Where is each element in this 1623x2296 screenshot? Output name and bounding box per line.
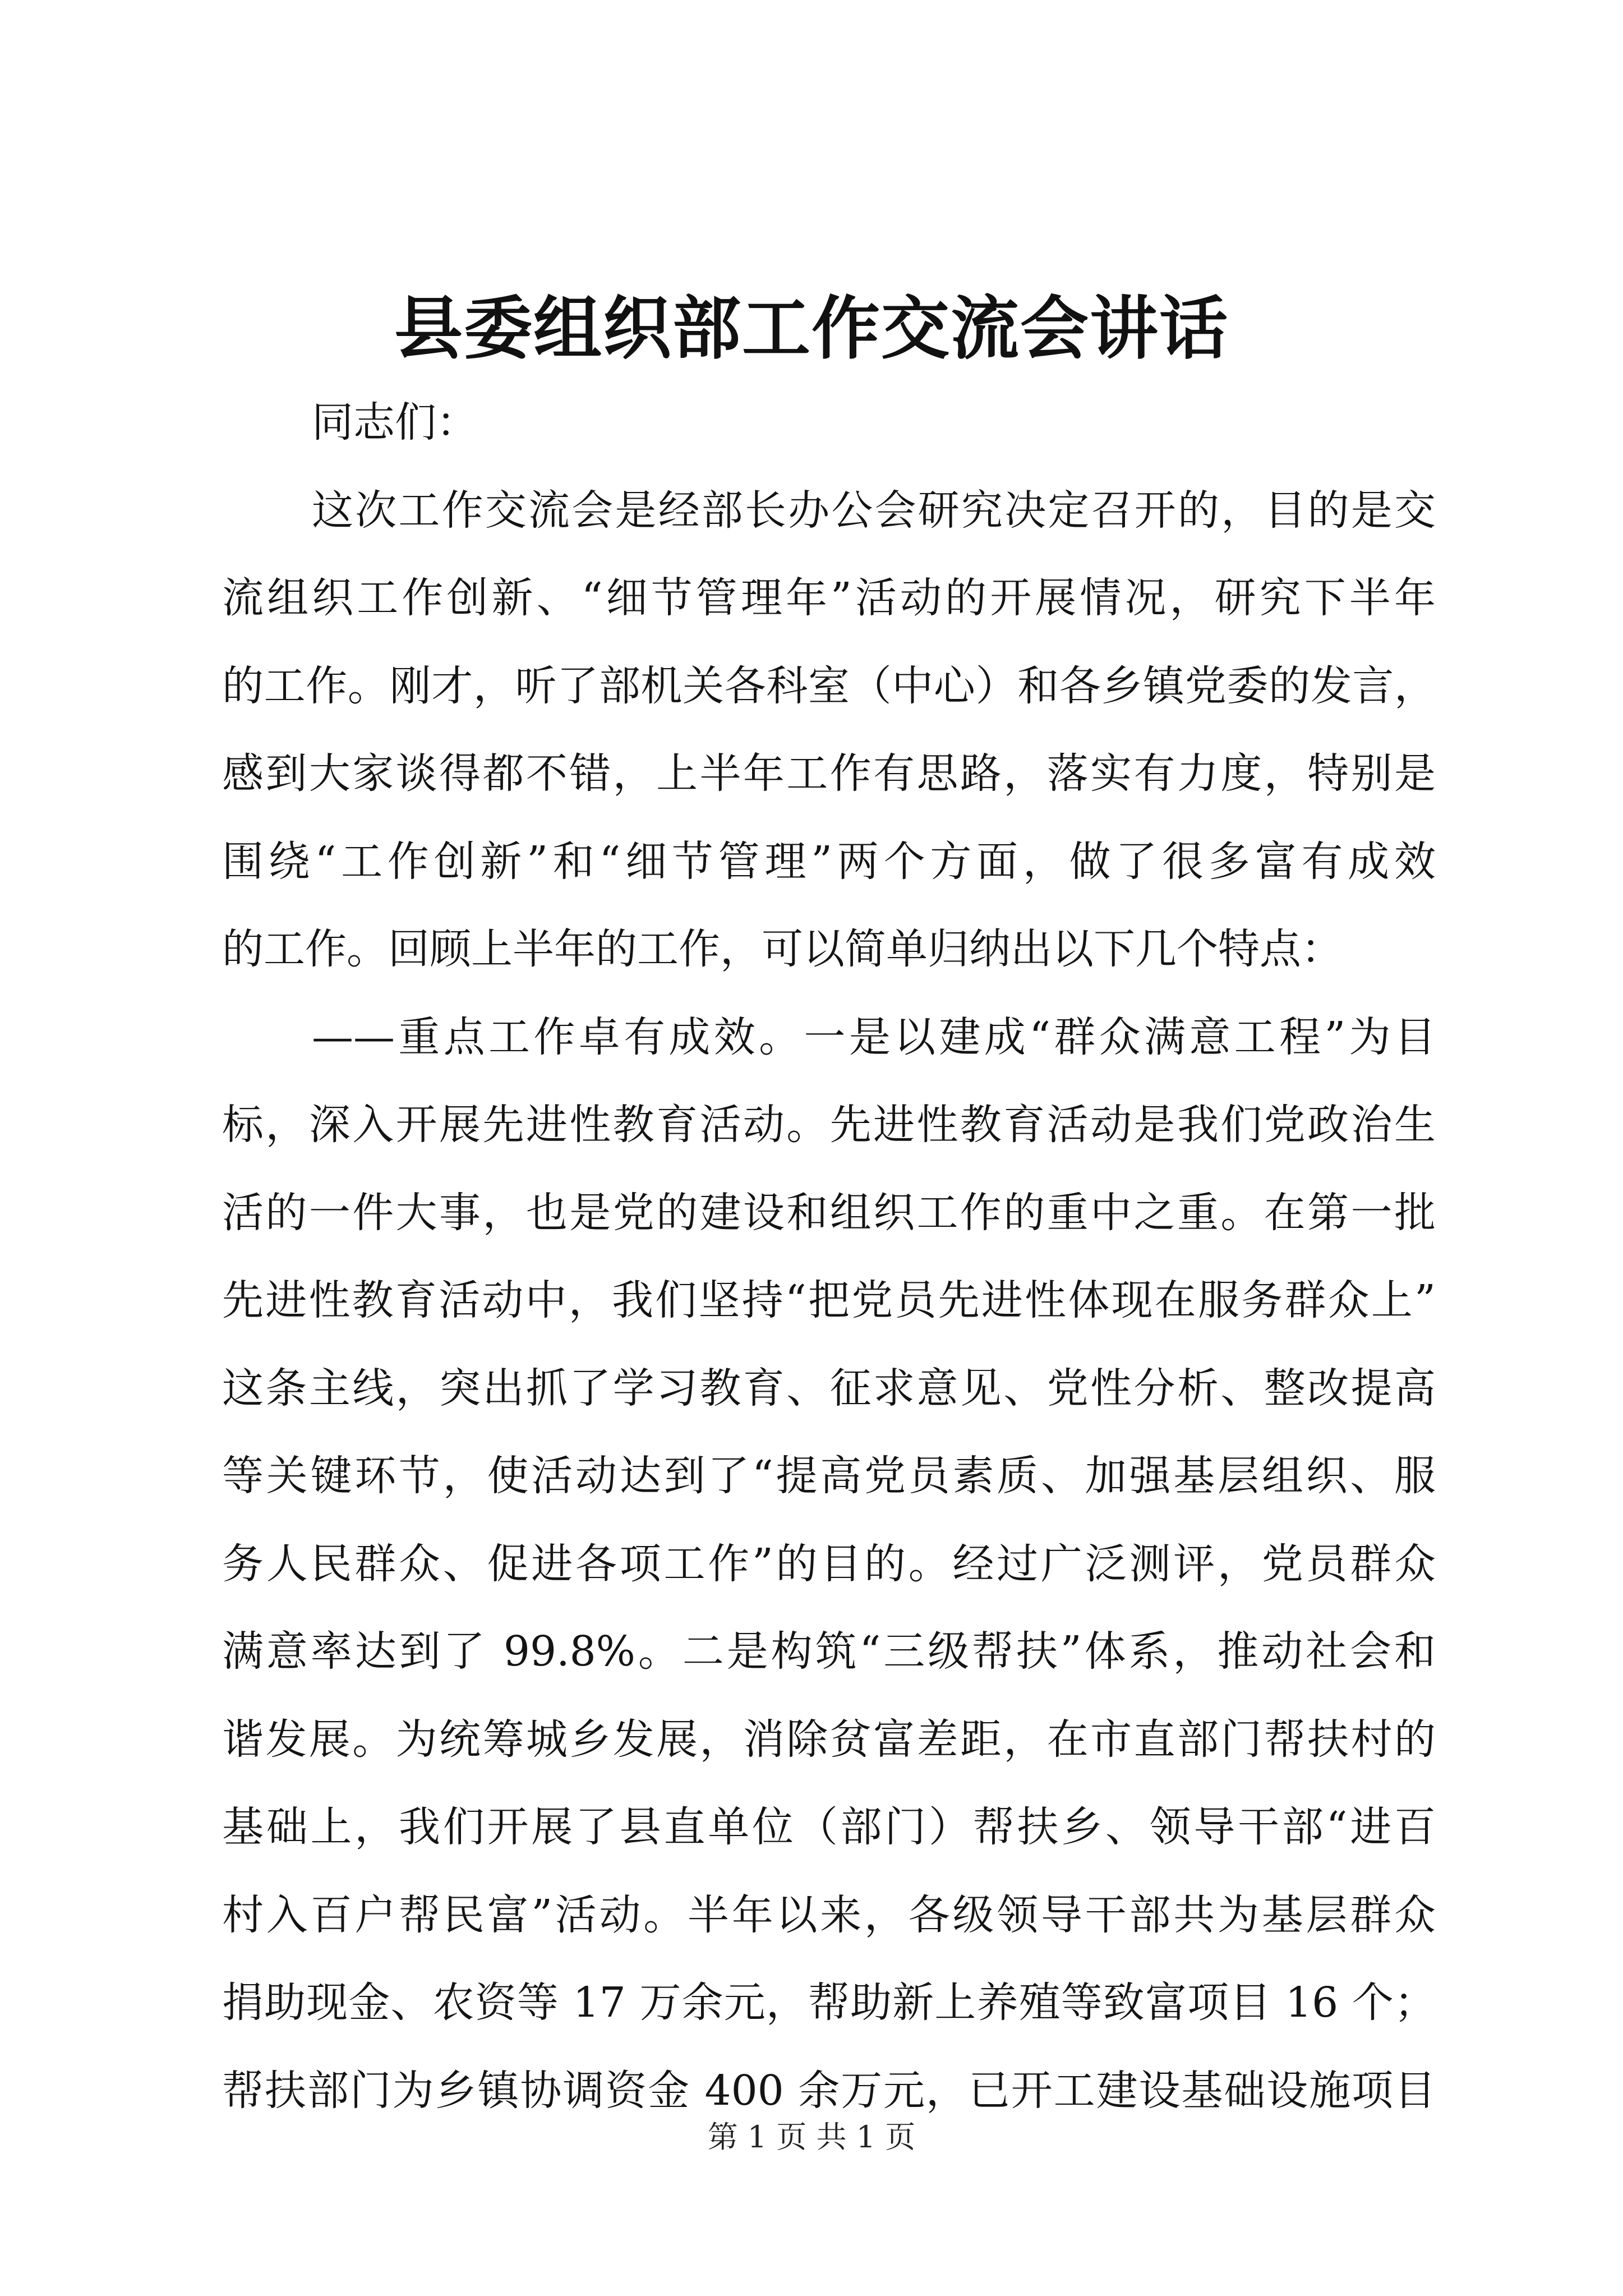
salutation: 同志们： [312,398,478,447]
body-line-2: 流组织工作创新、“细节管理年”活动的开展情况，研究下半年 [222,574,1436,622]
body-line-15: 谐发展。为统筹城乡发展，消除贫富差距，在市直部门帮扶村的 [222,1715,1436,1764]
document-body [222,379,1436,2134]
body-line-9: 活的一件大事，也是党的建设和组织工作的重中之重。在第一批 [222,1188,1436,1237]
page-footer: 第 1 页 共 1 页 [707,2119,916,2155]
document-title: 县委组织部工作交流会讲话 [394,288,1229,369]
body-line-6: 的工作。回顾上半年的工作，可以简单归纳出以下几个特点： [222,925,1343,973]
body-line-10: 先进性教育活动中，我们坚持“把党员先进性体现在服务群众上” [222,1276,1436,1324]
body-line-14: 满意率达到了 99.8%。二是构筑“三级帮扶”体系，推动社会和 [222,1627,1436,1676]
body-line-12: 等关键环节，使活动达到了“提高党员素质、加强基层组织、服 [222,1452,1436,1500]
body-line-19: 帮扶部门为乡镇协调资金 400 余万元，已开工建设基础设施项目 [222,2066,1436,2115]
body-line-13: 务人民群众、促进各项工作”的目的。经过广泛测评，党员群众 [222,1539,1436,1588]
body-line-5: 围绕“工作创新”和“细节管理”两个方面，做了很多富有成效 [222,837,1436,886]
body-line-16: 基础上，我们开展了县直单位（部门）帮扶乡、领导干部“进百 [222,1803,1436,1851]
body-line-17: 村入百户帮民富”活动。半年以来，各级领导干部共为基层群众 [222,1890,1436,1939]
body-line-18: 捐助现金、农资等 17 万余元，帮助新上养殖等致富项目 16 个； [222,1978,1436,2027]
body-line-11: 这条主线，突出抓了学习教育、征求意见、党性分析、整改提高 [222,1364,1436,1412]
body-line-1: 这次工作交流会是经部长办公会研究决定召开的，目的是交 [312,486,1436,535]
body-line-7: ——重点工作卓有成效。一是以建成“群众满意工程”为目 [312,1013,1436,1061]
body-line-4: 感到大家谈得都不错，上半年工作有思路，落实有力度，特别是 [222,749,1436,798]
body-line-3: 的工作。刚才，听了部机关各科室（中心）和各乡镇党委的发言， [222,661,1436,710]
body-line-8: 标，深入开展先进性教育活动。先进性教育活动是我们党政治生 [222,1101,1436,1149]
